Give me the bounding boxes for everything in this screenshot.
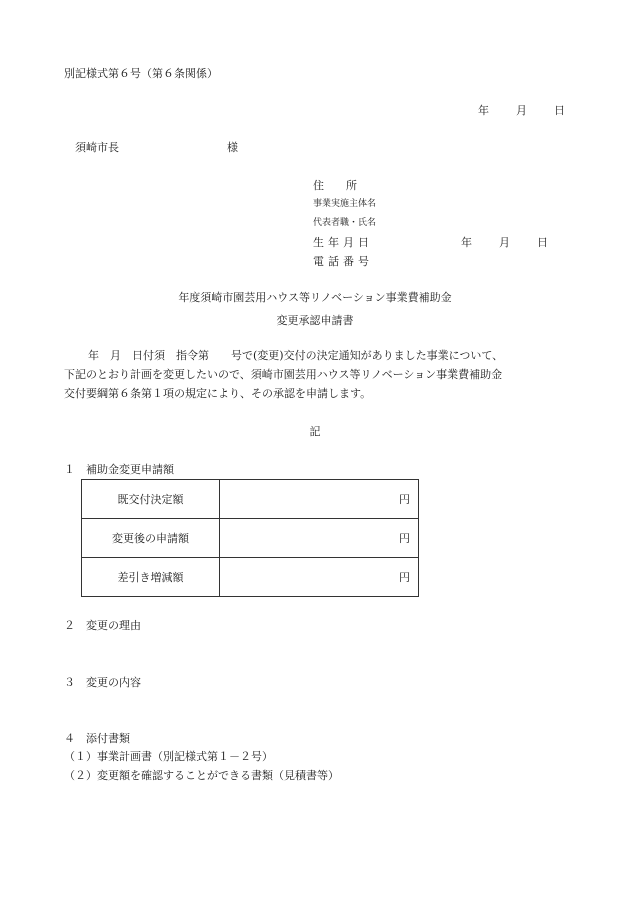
section-1-heading: １ 補助金変更申請額 bbox=[64, 463, 174, 476]
form-number: 別記様式第６号（第６条関係） bbox=[64, 67, 218, 80]
list-item: （２）変更額を確認することができる書類（見積書等） bbox=[64, 769, 339, 782]
section-4-heading: ４ 添付書類 bbox=[64, 732, 130, 745]
table-row bbox=[82, 480, 419, 519]
row-label: 変更後の申請額 bbox=[82, 519, 220, 558]
phone-label: 電話番号 bbox=[313, 255, 373, 268]
addressee-name: 須崎市長 bbox=[75, 141, 119, 154]
date-day: 日 bbox=[554, 104, 565, 117]
birth-year: 年 bbox=[461, 236, 472, 249]
birthdate-label: 生年月日 bbox=[313, 236, 373, 249]
date-month: 月 bbox=[516, 104, 527, 117]
body-line-3: 交付要綱第６条第１項の規定により、その承認を申請します。 bbox=[64, 387, 372, 400]
entity-label: 事業実施主体名 bbox=[313, 199, 377, 209]
list-item: （１）事業計画書（別記様式第１－２号） bbox=[64, 750, 273, 763]
amount-table bbox=[81, 479, 419, 597]
table-row bbox=[82, 519, 419, 558]
body-line-1: 年 月 日付須 指令第 号で(変更)交付の決定通知がありました事業について、 bbox=[88, 349, 504, 362]
row-unit: 円 bbox=[220, 519, 419, 558]
ki-heading: 記 bbox=[309, 425, 321, 438]
birth-month: 月 bbox=[499, 236, 510, 249]
section-2-heading: ２ 変更の理由 bbox=[64, 619, 141, 632]
title-line-1: 年度須崎市園芸用ハウス等リノベーション事業費補助金 bbox=[178, 291, 452, 304]
address-label: 住 所 bbox=[313, 179, 357, 192]
representative-label: 代表者職・氏名 bbox=[313, 218, 377, 228]
addressee-honorific: 様 bbox=[227, 141, 238, 154]
birth-day: 日 bbox=[537, 236, 548, 249]
table-row bbox=[82, 558, 419, 597]
title-line-2: 変更承認申請書 bbox=[276, 314, 354, 327]
row-unit: 円 bbox=[220, 480, 419, 519]
row-label: 既交付決定額 bbox=[82, 480, 220, 519]
row-unit: 円 bbox=[220, 558, 419, 597]
row-label: 差引き増減額 bbox=[82, 558, 220, 597]
body-line-2: 下記のとおり計画を変更したいので、須崎市園芸用ハウス等リノベーション事業費補助金 bbox=[64, 368, 503, 381]
date-year: 年 bbox=[478, 104, 489, 117]
section-3-heading: ３ 変更の内容 bbox=[64, 676, 141, 689]
